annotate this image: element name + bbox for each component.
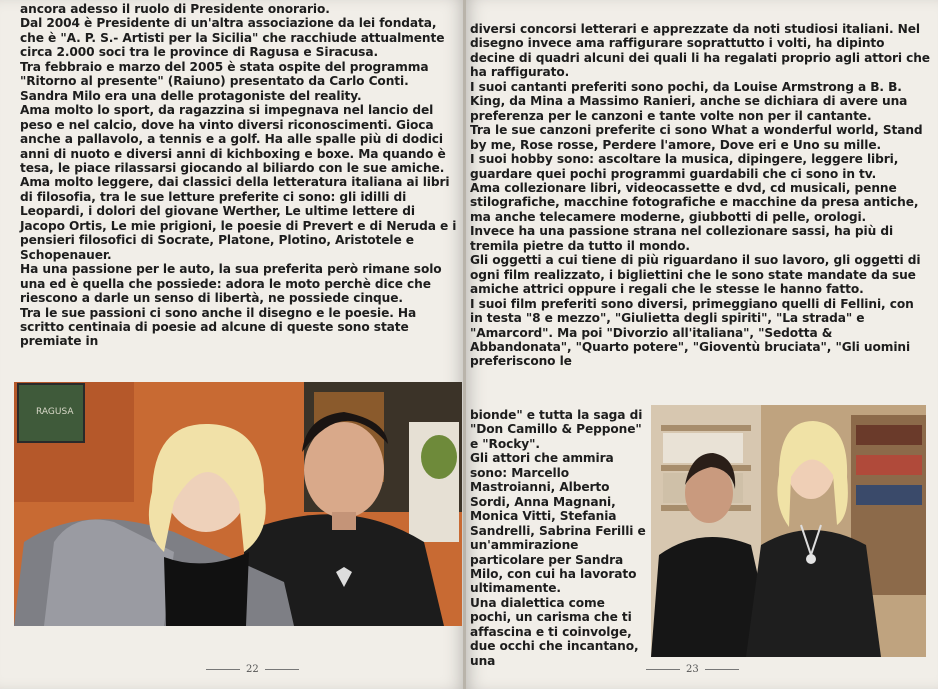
paragraph: diversi concorsi letterari e apprezzate da noti studiosi italiani. Nel disegno invece ama raffigurare soprattutto i volti, ha dipinto decine di quadri alcuni dei quali li ha regalati proprio agli attori che ha raffigurato. — [470, 22, 930, 80]
footer-rule — [646, 669, 680, 670]
photo-left-illustration — [14, 382, 462, 626]
paragraph: bionde" e tutta la saga di "Don Camillo & Peppone" e "Rocky". — [470, 408, 643, 451]
footer-rule — [705, 669, 739, 670]
right-page-narrow-text-column — [470, 408, 650, 668]
paragraph: I suoi hobby sono: ascoltare la musica, dipingere, leggere libri, guardare quei pochi programmi guardabili che ci sono in tv. — [470, 152, 899, 181]
ragusa-sign-text: RAGUSA — [36, 407, 74, 417]
paragraph: I suoi film preferiti sono diversi, primeggiano quelli di Fellini, con in testa "8 e mezzo", "Giulietta degli spiriti", "La strada" e "Amarcord". Ma poi "Divorzio all'italiana", "Sedotta & Abbandonata", "Quarto potere", "Gioventù bruciata", "Gli uomini preferiscono le — [470, 296, 914, 369]
paragraph: Tra le sue passioni ci sono anche il disegno e le poesie. Ha scritto centinaia di poesie ad alcune di queste sono state premiate in — [20, 305, 417, 349]
photo-woman-and-young-man — [14, 382, 462, 626]
page-footer — [206, 664, 299, 675]
page-footer — [646, 664, 739, 675]
right-page — [466, 0, 938, 689]
right-page-text-column — [470, 22, 930, 408]
page-number: 22 — [246, 664, 259, 675]
left-page — [0, 0, 464, 689]
paragraph: Una dialettica come pochi, un carisma che ti affascina e ti coinvolge, due occhi che incantano, una — [470, 595, 639, 668]
photo-right-illustration — [651, 405, 926, 657]
paragraph: Tra le sue canzoni preferite ci sono What a wonderful world, Stand by me, Rose rosse, Perdere l'amore, Dove eri e Uno su mille. — [470, 123, 923, 152]
left-page-text-column — [20, 2, 460, 374]
footer-rule — [206, 669, 240, 670]
paragraph: Ama collezionare libri, videocassette e dvd, cd musicali, penne stilografiche, macchine fotografiche e macchine da presa antiche, ma anche telecamere moderne, giubbotti di pelle, orologi. — [470, 180, 919, 224]
paragraph: ancora adesso il ruolo di Presidente onorario. — [20, 2, 330, 16]
paragraph: Ama molto leggere, dai classici della letteratura italiana ai libri di filosofia, tra le sue letture preferite ci sono: gli idilli di Leopardi, i dolori del giovane Werther, Le ultime lettere di Jacopo Ortis, Le mie prigioni, le poesie di Prevert e di Neruda e i pensieri filosofici di Socrate, Platone, Plotino, Aristotele e Schopenauer. — [20, 175, 457, 262]
page-number: 23 — [686, 664, 699, 675]
paragraph: Ha una passione per le auto, la sua preferita però rimane solo una ed è quella che possiede: adora le moto perchè dice che riescono a darle un senso di libertà, ne possiede cinque. — [20, 262, 442, 306]
footer-rule — [265, 669, 299, 670]
photo-two-women-in-shop — [651, 405, 926, 657]
paragraph: Gli attori che ammira sono: Marcello Mastroianni, Alberto Sordi, Anna Magnani, Monica Vitti, Stefania Sandrelli, Sabrina Ferilli e un'ammirazione particolare per Sandra Milo, con cui ha lavorato ultimamente. — [470, 451, 646, 596]
paragraph: I suoi cantanti preferiti sono pochi, da Louise Armstrong a B. B. King, da Mina a Massimo Ranieri, anche se dichiara di avere una preferenza per le canzoni e tante volte non per il cantante. — [470, 79, 908, 123]
paragraph: Tra febbraio e marzo del 2005 è stata ospite del programma "Ritorno al presente" (Raiuno) presentato da Carlo Conti. Sandra Milo era una delle protagoniste del reality. — [20, 59, 429, 103]
paragraph: Invece ha una passione strana nel collezionare sassi, ha più di tremila pietre da tutto il mondo. — [470, 224, 894, 253]
paragraph: Ama molto lo sport, da ragazzina si impegnava nel lancio del peso e nel calcio, dove ha vinto diversi riconoscimenti. Gioca anche a pallavolo, a tennis e a golf. Ha alle spalle più di dodici anni di nuoto e diversi anni di kichboxing e boxe. Ma quando è tesa, le piace rilassarsi giocando al biliardo con le sue amiche. — [20, 103, 446, 175]
paragraph: Gli oggetti a cui tiene di più riguardano il suo lavoro, gli oggetti di ogni film realizzato, i bigliettini che le sono state mandate da sue amiche attrici oppure i regali che le stesse le hanno fatto. — [470, 253, 921, 297]
paragraph: Dal 2004 è Presidente di un'altra associazione da lei fondata, che è "A. P. S.- Artisti per la Sicilia" che racchiude attualmente circa 2.000 soci tra le province di Ragusa e Siracusa. — [20, 16, 445, 60]
